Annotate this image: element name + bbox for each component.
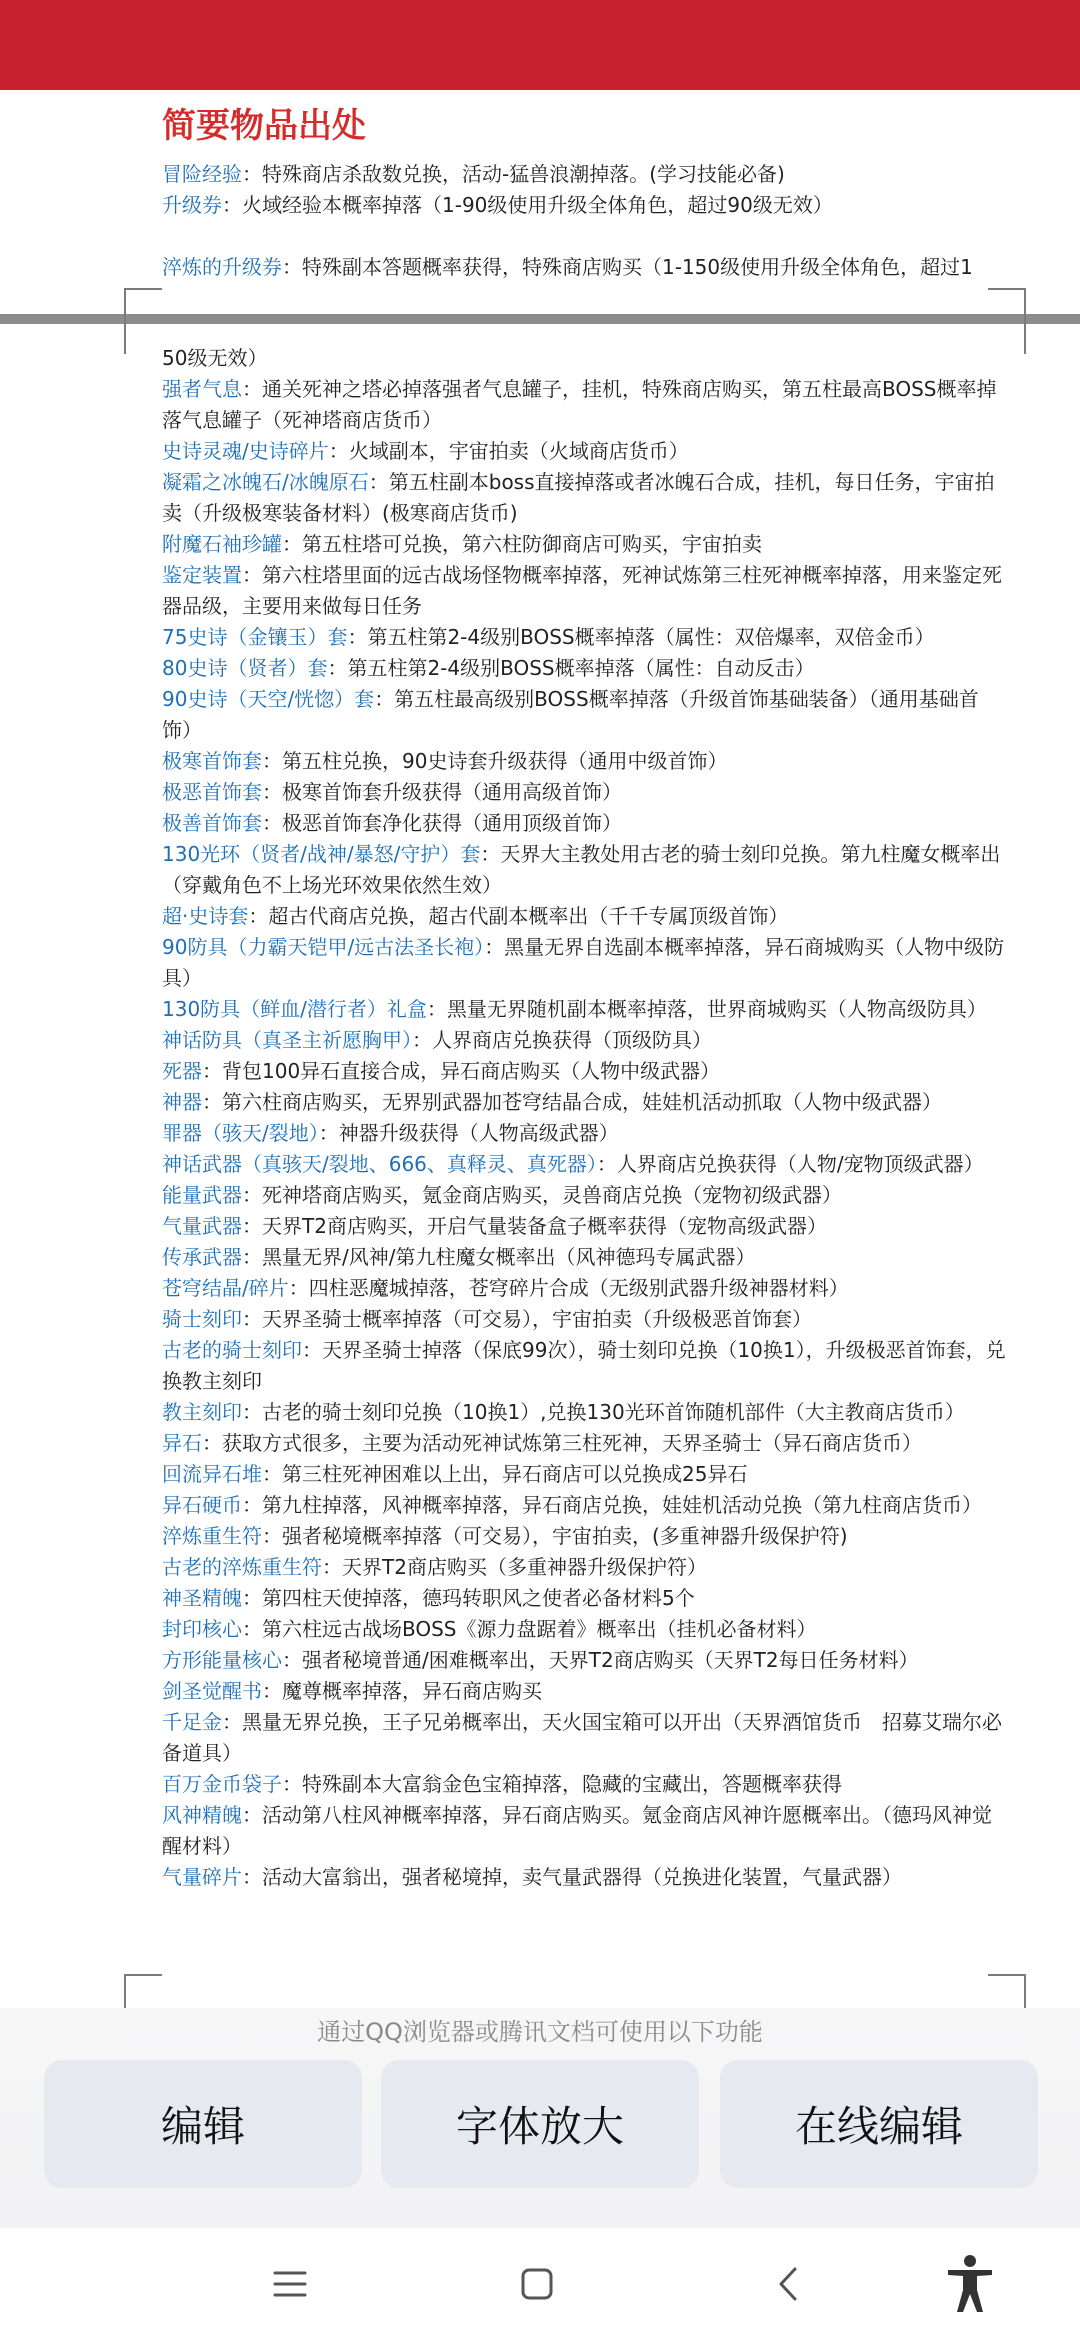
- entry-item: [162, 684, 1007, 746]
- entry-key: 千足金: [162, 1710, 222, 1735]
- entry-key: 冒险经验: [162, 162, 242, 187]
- entry-item: [162, 1769, 1007, 1800]
- page-break-divider: [0, 314, 1080, 324]
- entry-item: [162, 1862, 1007, 1893]
- top-color-bar: [0, 0, 1080, 90]
- entry-item: [162, 1118, 1007, 1149]
- entry-key: 方形能量核心: [162, 1648, 282, 1673]
- entry-text: ：超古代商店兑换，超古代副本概率出（千千专属顶级首饰）: [248, 904, 789, 929]
- entry-key: 古老的骑士刻印: [162, 1338, 302, 1363]
- entry-item: [162, 1273, 1007, 1304]
- entry-item: [162, 436, 1007, 467]
- entry-key: 90防具（力霸天铠甲/远古法圣长袍）: [162, 935, 485, 960]
- entry-list: [162, 159, 1007, 1893]
- entry-key: 异石: [162, 1431, 202, 1456]
- entry-text: ：第六柱商店购买，无界别武器加苍穹结晶合成，娃娃机活动抓取（人物中级武器）: [202, 1090, 942, 1115]
- page-corner-marker: [988, 288, 1026, 354]
- entry-item: [162, 808, 1007, 839]
- entry-item: [162, 1335, 1007, 1397]
- entry-text: ：古老的骑士刻印兑换（10换1）,兑换130光环首饰随机部件（大主教商店货币）: [242, 1400, 965, 1425]
- entry-text: ：第三柱死神困难以上出，异石商店可以兑换成25异石: [262, 1462, 748, 1487]
- entry-text: ：第六柱远古战场BOSS《源力盘踞着》概率出（挂机必备材料）: [242, 1617, 817, 1642]
- entry-key: 附魔石袖珍罐: [162, 532, 282, 557]
- entry-item: [162, 560, 1007, 622]
- entry-key: 古老的淬炼重生符: [162, 1555, 322, 1580]
- document-content[interactable]: [162, 108, 1007, 1893]
- entry-key: 淬炼的升级券: [162, 255, 282, 280]
- entry-key: 气量武器: [162, 1214, 242, 1239]
- entry-item: [162, 1707, 1007, 1769]
- entry-text: ：死神塔商店购买，氪金商店购买，灵兽商店兑换（宠物初级武器）: [242, 1183, 842, 1208]
- entry-key: 骑士刻印: [162, 1307, 242, 1332]
- entry-text: ：天界圣骑士概率掉落（可交易），宇宙拍卖（升级极恶首饰套）: [242, 1307, 812, 1332]
- entry-key: 鉴定装置: [162, 563, 242, 588]
- entry-item: [162, 374, 1007, 436]
- entry-item: [162, 653, 1007, 684]
- entry-item: [162, 932, 1007, 994]
- entry-key: 百万金币袋子: [162, 1772, 282, 1797]
- entry-key: 强者气息: [162, 377, 242, 402]
- entry-text: ：天界T2商店购买（多重神器升级保护符）: [322, 1555, 707, 1580]
- entry-key: 风神精魄: [162, 1803, 242, 1828]
- entry-key: 封印核心: [162, 1617, 242, 1642]
- entry-text: ：第五柱第2-4级别BOSS概率掉落（属性：自动反击）: [327, 656, 815, 681]
- entry-item: [162, 529, 1007, 560]
- entry-text: ：第六柱塔里面的远古战场怪物概率掉落，死神试炼第三柱死神概率掉落，用来鉴定死器品级，主要用来做每日任务: [162, 563, 1002, 619]
- entry-text: ：四柱恶魔城掉落，苍穹碎片合成（无级别武器升级神器材料）: [288, 1276, 849, 1301]
- entry-text: 50级无效）: [162, 346, 268, 371]
- entry-text: ：天界大主教处用古老的骑士刻印兑换。第九柱魔女概率出（穿戴角色不上场光环效果依然生效）: [162, 842, 1001, 898]
- entry-item: [162, 1645, 1007, 1676]
- entry-item: [162, 1242, 1007, 1273]
- entry-text: ：火域副本，宇宙拍卖（火域商店货币）: [328, 439, 689, 464]
- entry-item: [162, 1428, 1007, 1459]
- entry-text: ：获取方式很多，主要为活动死神试炼第三柱死神，天界圣骑士（异石商店货币）: [202, 1431, 922, 1456]
- entry-key: 130防具（鲜血/潜行者）礼盒: [162, 997, 427, 1022]
- entry-text: ：神器升级获得（人物高级武器）: [318, 1121, 619, 1146]
- entry-text: ：黑量无界自选副本概率掉落，异石商城购买（人物中级防具）: [162, 935, 1005, 991]
- entry-text: ：极恶首饰套净化获得（通用顶级首饰）: [262, 811, 622, 836]
- entry-key: 异石硬币: [162, 1493, 242, 1518]
- entry-text: ：通关死神之塔必掉落强者气息罐子，挂机，特殊商店购买，第五柱最高BOSS概率掉落气息罐子（死神塔商店货币）: [162, 377, 997, 433]
- entry-key: 回流异石堆: [162, 1462, 262, 1487]
- entry-item: [162, 777, 1007, 808]
- entry-item: [162, 1304, 1007, 1335]
- entry-item: [162, 159, 1007, 190]
- entry-item: [162, 467, 1007, 529]
- entry-key: 极恶首饰套: [162, 780, 262, 805]
- entry-key: 传承武器: [162, 1245, 242, 1270]
- entry-text: ：特殊副本大富翁金色宝箱掉落，隐藏的宝藏出，答题概率获得: [282, 1772, 842, 1797]
- back-chevron-icon[interactable]: [748, 2228, 828, 2340]
- entry-key: 神圣精魄: [162, 1586, 242, 1611]
- entry-key: 教主刻印: [162, 1400, 242, 1425]
- entry-text: ：天界圣骑士掉落（保底99次），骑士刻印兑换（10换1），升级极恶首饰套，兑换教主刻印: [162, 1338, 1006, 1394]
- entry-item: [162, 1211, 1007, 1242]
- entry-text: ：强者秘境普通/困难概率出，天界T2商店购买（天界T2每日任务材料）: [282, 1648, 919, 1673]
- entry-item: [162, 252, 1007, 283]
- entry-item: [162, 1676, 1007, 1707]
- system-nav-bar: [0, 2228, 1080, 2340]
- entry-item: [162, 901, 1007, 932]
- entry-text: ：第五柱塔可兑换，第六柱防御商店可购买，宇宙拍卖: [282, 532, 762, 557]
- entry-key: 极善首饰套: [162, 811, 262, 836]
- entry-key: 神话防具（真圣主祈愿胸甲）: [162, 1028, 412, 1053]
- entry-text: ：魔尊概率掉落，异石商店购买: [262, 1679, 542, 1704]
- entry-item: [162, 1180, 1007, 1211]
- entry-text: ：第四柱天使掉落，德玛转职风之使者必备材料5个: [242, 1586, 695, 1611]
- menu-icon[interactable]: [250, 2228, 330, 2340]
- entry-item: [162, 221, 1007, 252]
- entry-key: 升级券: [162, 193, 222, 218]
- entry-item: [162, 1521, 1007, 1552]
- entry-text: ：第五柱副本boss直接掉落或者冰魄石合成，挂机，每日任务，宇宙拍卖（升级极寒装备材料）(极寒商店货币): [162, 470, 995, 526]
- entry-item: [162, 994, 1007, 1025]
- entry-key: 90史诗（天空/恍惚）套: [162, 687, 375, 712]
- entry-text: ：黑量无界随机副本概率掉落，世界商城购买（人物高级防具）: [426, 997, 987, 1022]
- entry-text: ：人界商店兑换获得（人物/宠物顶级武器）: [596, 1152, 984, 1177]
- overlay-hint-text: 通过QQ浏览器或腾讯文档可使用以下功能: [317, 2018, 763, 2046]
- entry-text: ：背包100异石直接合成，异石商店购买（人物中级武器）: [202, 1059, 721, 1084]
- font-enlarge-button[interactable]: 字体放大: [381, 2060, 699, 2188]
- entry-key: 气量碎片: [162, 1865, 242, 1890]
- entry-item: [162, 1025, 1007, 1056]
- entry-text: ：第五柱兑换，90史诗套升级获得（通用中级首饰）: [262, 749, 728, 774]
- entry-text: ：活动大富翁出，强者秘境掉，卖气量武器得（兑换进化装置，气量武器）: [242, 1865, 902, 1890]
- entry-item: [162, 1614, 1007, 1645]
- entry-key: 剑圣觉醒书: [162, 1679, 262, 1704]
- entry-key: 130光环（贤者/战神/暴怒/守护）套: [162, 842, 481, 867]
- entry-key: 极寒首饰套: [162, 749, 262, 774]
- entry-text: ：活动第八柱风神概率掉落，异石商店购买。氪金商店风神许愿概率出。（德玛风神觉醒材料）: [162, 1803, 992, 1859]
- edit-button[interactable]: 编辑: [44, 2060, 362, 2188]
- entry-item: [162, 1583, 1007, 1614]
- entry-text: ：火域经验本概率掉落（1-90级使用升级全体角色，超过90级无效）: [222, 193, 833, 218]
- entry-text: ：黑量无界/风神/第九柱魔女概率出（风神德玛专属武器）: [242, 1245, 756, 1270]
- document-title: 简要物品出处: [162, 106, 366, 146]
- entry-item: [162, 1552, 1007, 1583]
- entry-text: ：特殊商店杀敌数兑换，活动-猛兽浪潮掉落。(学习技能必备): [242, 162, 785, 187]
- page-corner-marker: [124, 288, 162, 354]
- entry-key: 凝霜之冰魄石/冰魄原石: [162, 470, 369, 495]
- entry-key: 淬炼重生符: [162, 1524, 262, 1549]
- entry-key: 神器: [162, 1090, 202, 1115]
- entry-item: [162, 1459, 1007, 1490]
- entry-key: 超·史诗套: [162, 904, 249, 929]
- entry-text: ：强者秘境概率掉落（可交易），宇宙拍卖，(多重神器升级保护符): [262, 1524, 848, 1549]
- entry-text: ：特殊副本答题概率获得，特殊商店购买（1-150级使用升级全体角色，超过1: [282, 255, 973, 280]
- entry-item: [162, 1800, 1007, 1862]
- entry-key: 苍穹结晶/碎片: [162, 1276, 289, 1301]
- entry-text: ：黑量无界兑换，王子兄弟概率出，天火国宝箱可以开出（天界酒馆货币 招募艾瑞尔必备道具）: [162, 1710, 1002, 1766]
- entry-text: ：第九柱掉落，风神概率掉落，异石商店兑换，娃娃机活动兑换（第九柱商店货币）: [242, 1493, 982, 1518]
- entry-key: 80史诗（贤者）套: [162, 656, 328, 681]
- entry-item: [162, 1490, 1007, 1521]
- entry-key: 罪器（骇天/裂地）: [162, 1121, 319, 1146]
- entry-key: 神话武器（真骇天/裂地、666、真释灵、真死器）: [162, 1152, 597, 1177]
- entry-text: ：第五柱最高级别BOSS概率掉落（升级首饰基础装备）（通用基础首饰）: [162, 687, 979, 743]
- entry-key: 死器: [162, 1059, 202, 1084]
- entry-item: [162, 1087, 1007, 1118]
- entry-key: 史诗灵魂/史诗碎片: [162, 439, 329, 464]
- entry-key: 75史诗（金镶玉）套: [162, 625, 348, 650]
- home-square-icon[interactable]: [497, 2228, 577, 2340]
- entry-text: ：天界T2商店购买，开启气量装备盒子概率获得（宠物高级武器）: [242, 1214, 827, 1239]
- entry-text: ：人界商店兑换获得（顶级防具）: [412, 1028, 712, 1053]
- entry-text: ：极寒首饰套升级获得（通用高级首饰）: [262, 780, 622, 805]
- entry-item: [162, 1149, 1007, 1180]
- entry-item: [162, 190, 1007, 221]
- entry-text: ：第五柱第2-4级别BOSS概率掉落（属性：双倍爆率，双倍金币）: [347, 625, 935, 650]
- entry-item: [162, 746, 1007, 777]
- entry-item: [162, 622, 1007, 653]
- entry-item: [162, 1056, 1007, 1087]
- entry-key: 能量武器: [162, 1183, 242, 1208]
- accessibility-icon[interactable]: [930, 2228, 1010, 2340]
- entry-item: [162, 839, 1007, 901]
- online-edit-button[interactable]: 在线编辑: [720, 2060, 1038, 2188]
- entry-item: [162, 343, 1007, 374]
- entry-item: [162, 1397, 1007, 1428]
